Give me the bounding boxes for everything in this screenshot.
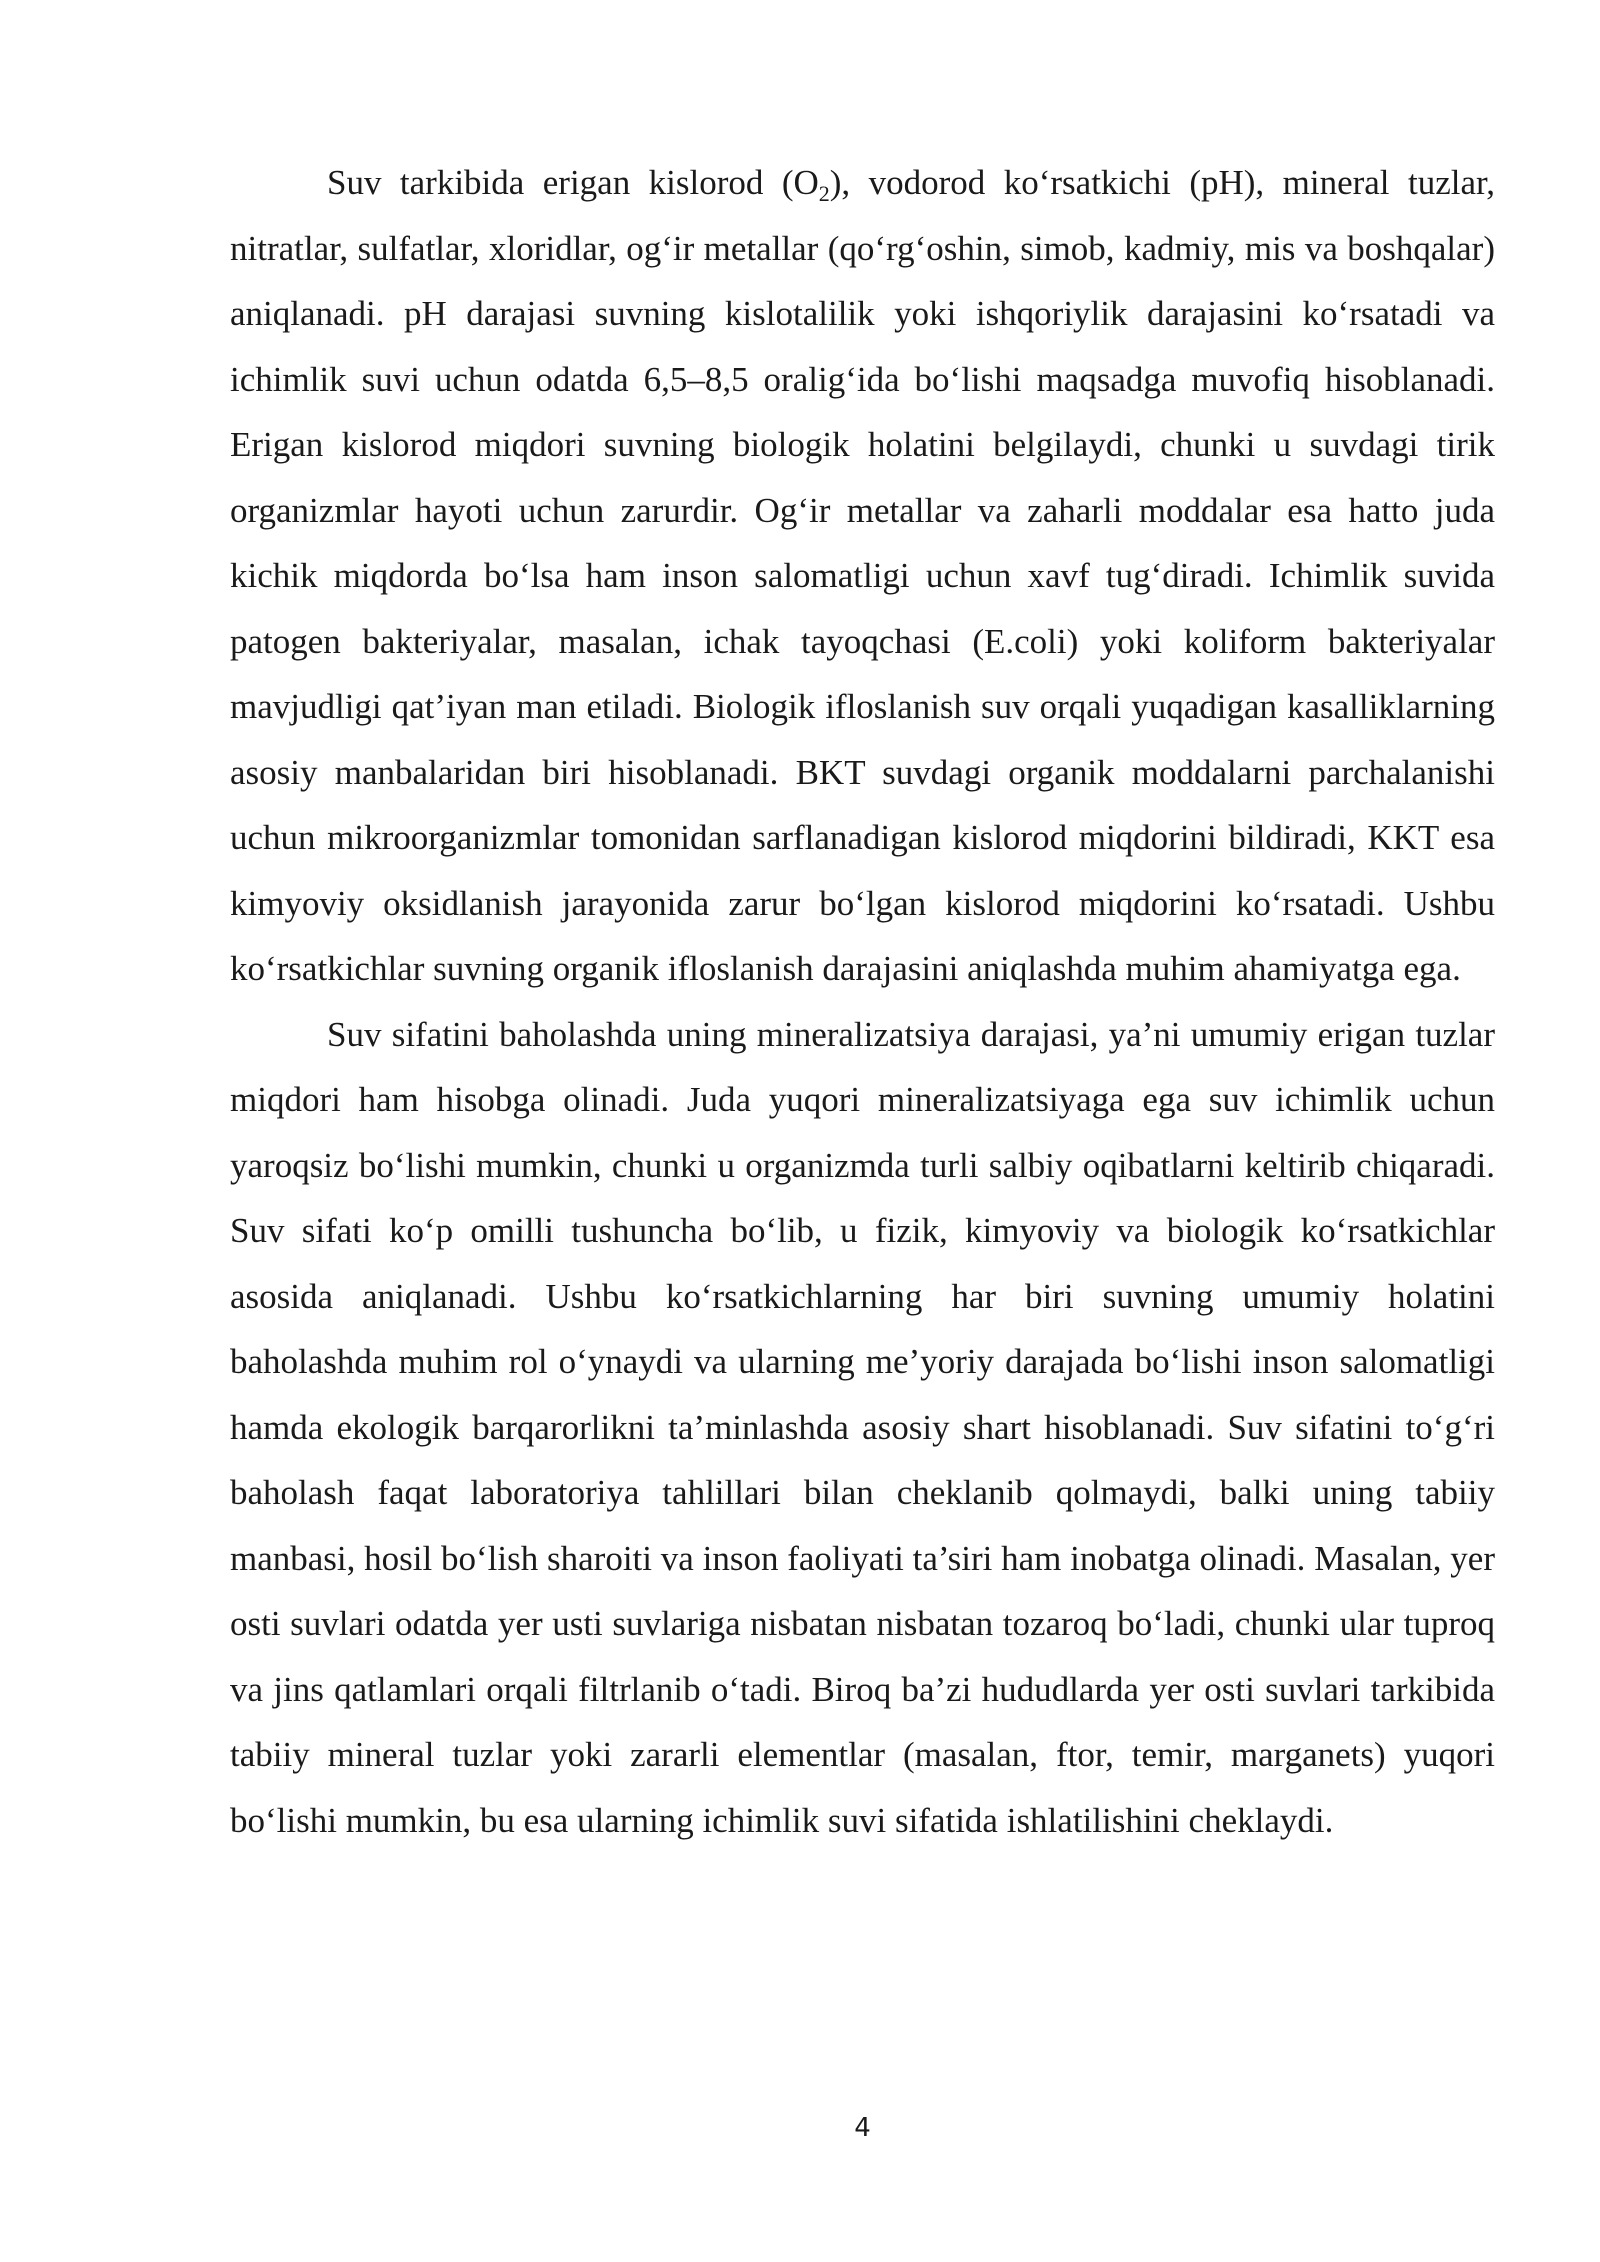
paragraph-mineralization: Suv sifatini baholashda uning mineralizatsiya darajasi, ya’ni umumiy erigan tuzlar miqdori ham hisobga olinadi. Juda yuqori mineralizatsiyaga ega suv ichimlik uchun yaroqsiz bo‘lishi mumkin, chunki u organizmda turli salbiy oqibatlarni keltirib chiqaradi. Suv sifati ko‘p omilli tushuncha bo‘lib, u fizik, kimyoviy va biologik ko‘rsatkichlar asosida aniqlanadi. Ushbu ko‘rsatkichlarning har biri suvning umumiy holatini baholashda muhim rol o‘ynaydi va ularning me’yoriy darajada bo‘lishi inson salomatligi hamda ekologik barqarorlikni ta’minlashda asosiy shart hisoblanadi. Suv sifatini to‘g‘ri baholash faqat laboratoriya tahlillari bilan cheklanib qolmaydi, balki uning tabiiy manbasi, hosil bo‘lish sharoiti va inson faoliyati ta’siri ham inobatga olinadi. Masalan, yer osti suvlari odatda yer usti suvlariga nisbatan nisbatan tozaroq bo‘ladi, chunki ular tuproq va jins qatlamlari orqali filtrlanib o‘tadi. Biroq ba’zi hududlarda yer osti suvlari tarkibida tabiiy mineral tuzlar yoki zararli elementlar (masalan, ftor, temir, marganets) yuqori bo‘lishi mumkin, bu esa ularning ichimlik suvi sifatida ishlatilishini cheklaydi.	[230, 1014, 1495, 1840]
document-body	[230, 150, 1495, 1853]
paragraph-water-indicators	[230, 150, 1495, 1002]
page-number: 4	[854, 2113, 871, 2143]
oxygen-subscript: 2	[818, 181, 830, 206]
paragraph-1-text-rest: ), vodorod ko‘rsatkichi (pH), mineral tuzlar, nitratlar, sulfatlar, xloridlar, og‘ir metallar (qo‘rg‘oshin, simob, kadmiy, mis va boshqalar) aniqlanadi. pH darajasi suvning kislotalilik yoki ishqoriylik darajasini ko‘rsatadi va ichimlik suvi uchun odatda 6,5–8,5 oralig‘ida bo‘lishi maqsadga muvofiq hisoblanadi. Erigan kislorod miqdori suvning biologik holatini belgilaydi, chunki u suvdagi tirik organizmlar hayoti uchun zarurdir. Og‘ir metallar va zaharli moddalar esa hatto juda kichik miqdorda bo‘lsa ham inson salomatligi uchun xavf tug‘diradi. Ichimlik suvida patogen bakteriyalar, masalan, ichak tayoqchasi (E.coli) yoki koliform bakteriyalar mavjudligi qat’iyan man etiladi. Biologik ifloslanish suv orqali yuqadigan kasalliklarning asosiy manbalaridan biri hisoblanadi. BKT suvdagi organik moddalarni parchalanishi uchun mikroorganizmlar tomonidan sarflanadigan kislorod miqdorini bildiradi, KKT esa kimyoviy oksidlanish jarayonida zarur bo‘lgan kislorod miqdorini ko‘rsatadi. Ushbu ko‘rsatkichlar suvning organik ifloslanish darajasini aniqlashda muhim ahamiyatga ega.	[230, 163, 1495, 988]
paragraph-1-text-start: Suv tarkibida erigan kislorod (O	[327, 163, 819, 202]
